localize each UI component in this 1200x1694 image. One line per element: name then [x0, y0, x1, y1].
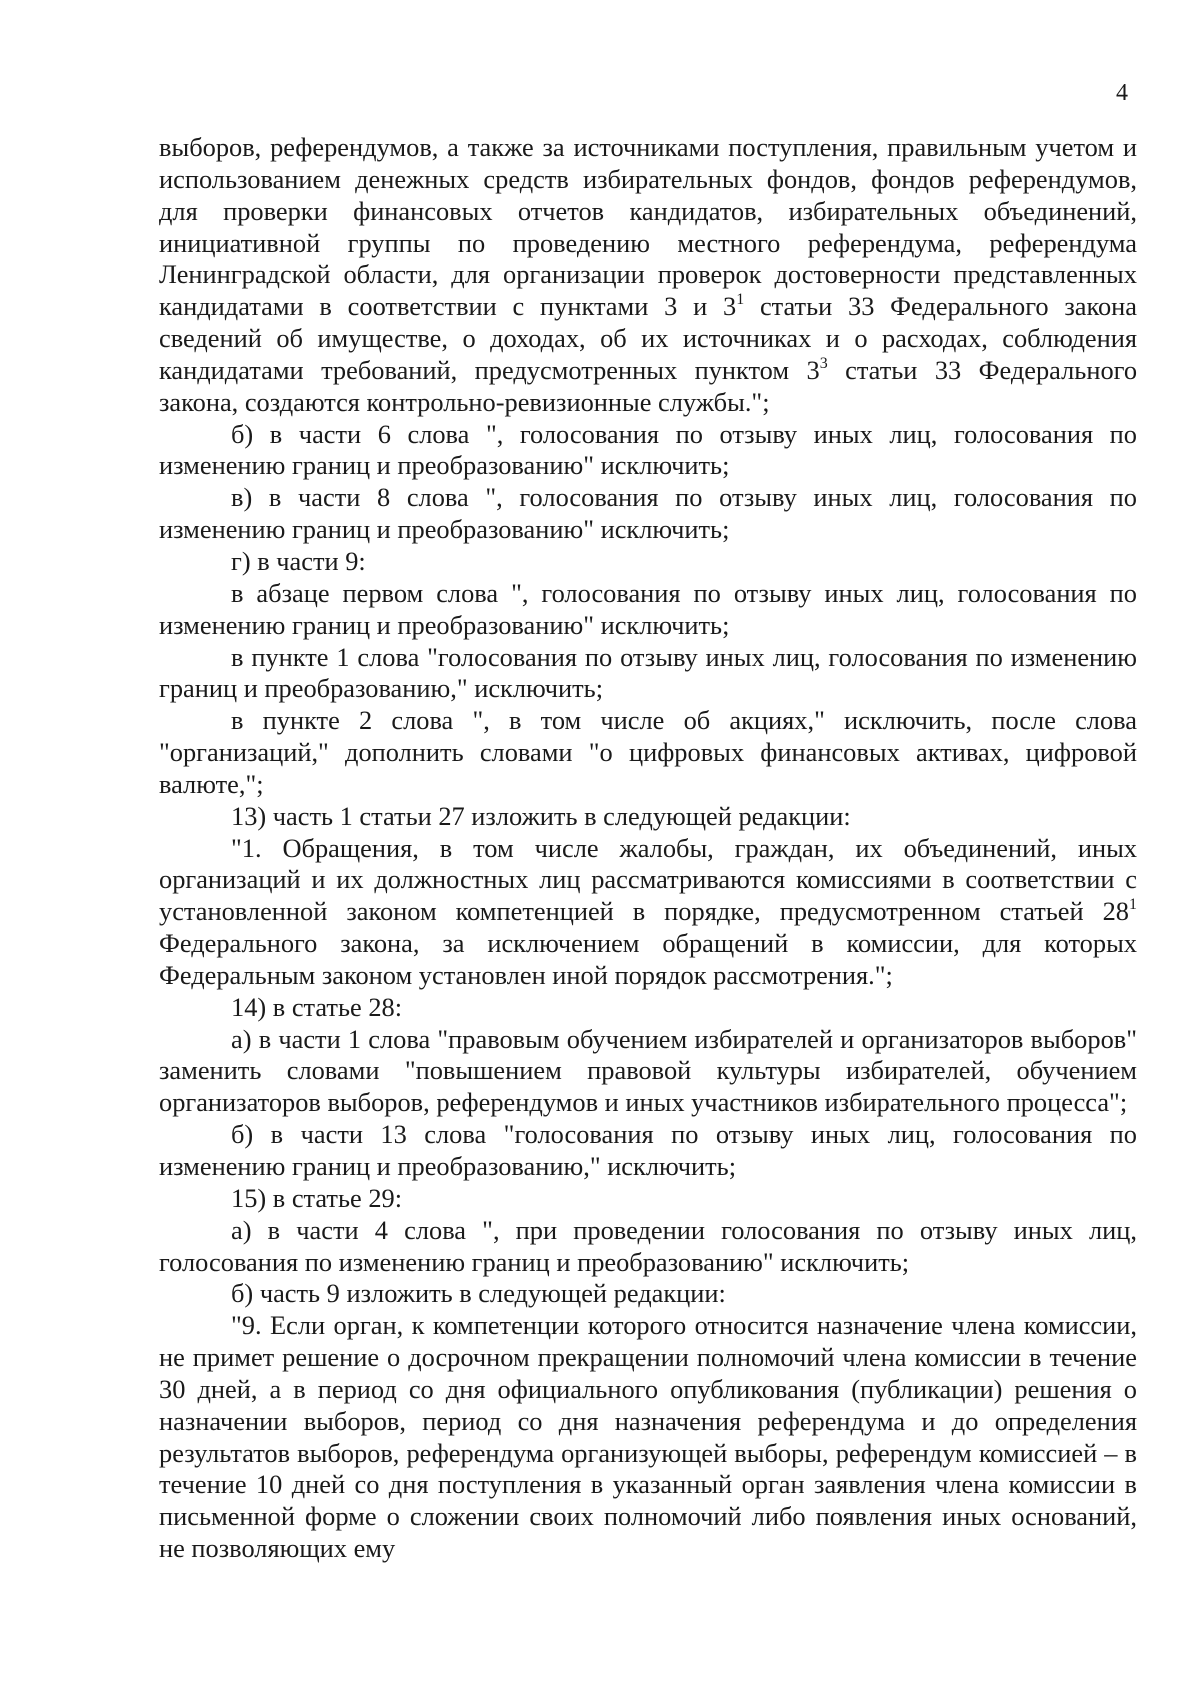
- superscript: 1: [1129, 896, 1137, 914]
- text-run: в пункте 2 слова ", в том числе об акциях," исключить, после слова "организаций," дополнить словами "о цифровых финансовых активах, цифровой валюте,";: [159, 705, 1137, 799]
- paragraph: [159, 801, 1137, 833]
- document-body: [159, 132, 1137, 1565]
- paragraph: [159, 132, 1137, 419]
- paragraph: [159, 642, 1137, 706]
- text-run: выборов, референдумов, а также за источниками поступления, правильным учетом и использованием денежных средств избирательных фондов, фондов референдумов, для проверки финансовых отчетов кандидатов, избирательных объединений, инициативной группы по проведению местного референдума, референдума Ленинградской области, для организации проверок достоверности представленных кандидатами в соответствии с пунктами 3 и 3: [159, 132, 1137, 322]
- paragraph: [159, 419, 1137, 483]
- text-run: "1. Обращения, в том числе жалобы, граждан, их объединений, иных организаций и их должностных лиц рассматриваются комиссиями в соответствии с установленной законом компетенцией в порядке, предусмотренном статьей 28: [159, 832, 1137, 927]
- superscript: 1: [736, 291, 745, 309]
- paragraph: [159, 833, 1137, 992]
- text-run: в) в части 8 слова ", голосования по отзыву иных лиц, голосования по изменению границ и преобразованию" исключить;: [159, 482, 1137, 545]
- paragraph: [159, 482, 1137, 546]
- paragraph: [159, 1119, 1137, 1183]
- paragraph: [159, 705, 1137, 801]
- text-run: 14) в статье 28:: [231, 991, 403, 1022]
- paragraph: [159, 578, 1137, 642]
- text-run: Федерального закона, за исключением обращений в комиссии, для которых Федеральным законом установлен иной порядок рассмотрения.";: [159, 928, 1137, 990]
- page-number: 4: [1116, 80, 1128, 106]
- text-run: 15) в статье 29:: [231, 1182, 403, 1213]
- text-run: статьи 33 Федерального закона, создаются контрольно-ревизионные службы.";: [159, 354, 1138, 417]
- text-run: "9. Если орган, к компетенции которого относится назначение члена комиссии, не примет решение о досрочном прекращении полномочий члена комиссии в течение 30 дней, а в период со дня официального опубликования (публикации) решения о назначении выборов, период со дня назначения референдума и до определения результатов выборов, референдума организующей выборы, референдум комиссией – в течение 10 дней со дня поступления в указанный орган заявления члена комиссии в письменной форме о сложении своих полномочий либо появления иных оснований, не позволяющих ему: [159, 1310, 1137, 1564]
- paragraph: [159, 1310, 1137, 1565]
- text-run: б) в части 6 слова ", голосования по отзыву иных лиц, голосования по изменению границ и преобразованию" исключить;: [159, 418, 1137, 481]
- text-run: в абзаце первом слова ", голосования по отзыву иных лиц, голосования по изменению границ и преобразованию" исключить;: [159, 577, 1137, 640]
- paragraph: [159, 1024, 1137, 1120]
- text-run: а) в части 1 слова "правовым обучением избирателей и организаторов выборов" заменить словами "повышением правовой культуры избирателей, обучением организаторов выборов, референдумов и иных участников избирательного процесса";: [159, 1023, 1137, 1118]
- text-run: г) в части 9:: [231, 545, 366, 576]
- superscript: 3: [819, 354, 828, 372]
- text-run: б) в части 13 слова "голосования по отзыву иных лиц, голосования по изменению границ и преобразованию," исключить;: [159, 1119, 1137, 1181]
- text-run: б) часть 9 изложить в следующей редакции:: [231, 1278, 726, 1309]
- paragraph: [159, 546, 1137, 578]
- text-run: в пункте 1 слова "голосования по отзыву иных лиц, голосования по изменению границ и преобразованию," исключить;: [159, 641, 1137, 704]
- text-run: 13) часть 1 статьи 27 изложить в следующей редакции:: [231, 800, 851, 831]
- text-run: а) в части 4 слова ", при проведении голосования по отзыву иных лиц, голосования по изменению границ и преобразованию" исключить;: [159, 1214, 1137, 1277]
- paragraph: [159, 1215, 1137, 1279]
- paragraph: [159, 1278, 1137, 1310]
- text-run: статьи 33 Федерального закона сведений об имуществе, о доходах, об их источниках и о расходах, соблюдения кандидатами требований, предусмотренных пунктом 3: [159, 291, 1137, 385]
- paragraph: [159, 1183, 1137, 1215]
- paragraph: [159, 992, 1137, 1024]
